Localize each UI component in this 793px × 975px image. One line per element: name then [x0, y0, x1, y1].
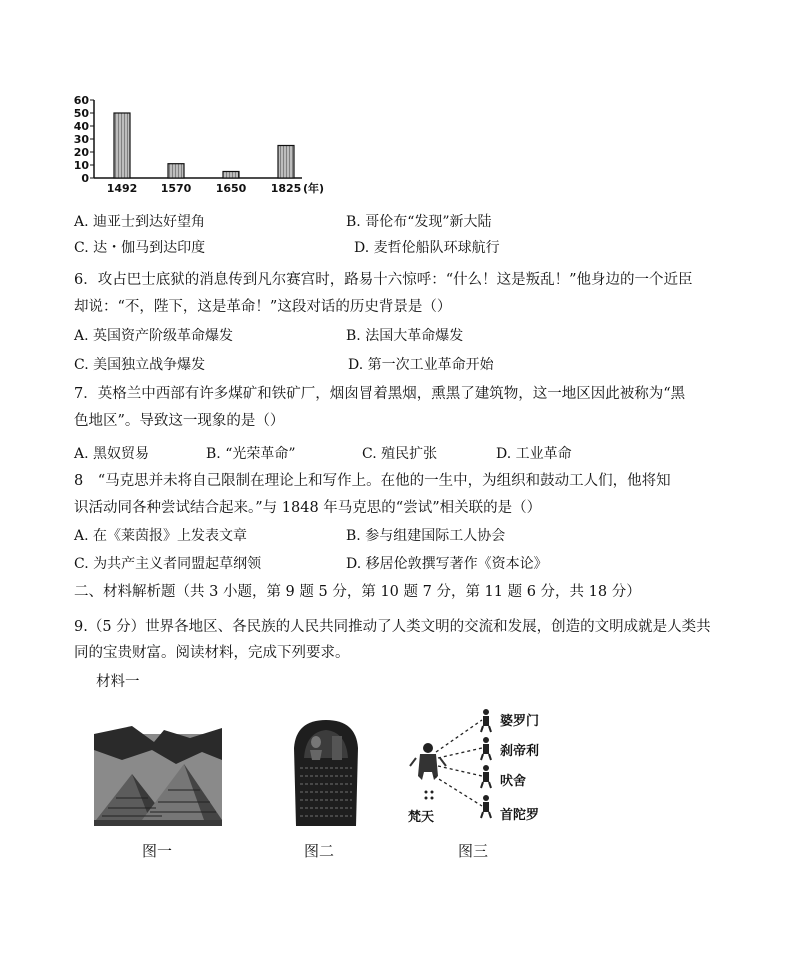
- q7-option-d: D. 工业革命: [496, 446, 572, 462]
- connector-lines: [434, 720, 482, 806]
- brahma-label: 梵天: [408, 810, 435, 825]
- q6-option-d: D. 第一次工业革命开始: [348, 357, 494, 373]
- q8-stem-line1: 8 “马克思并未将自己限制在理论上和写作上。在他的一生中，为组织和鼓动工人们，他将知: [74, 473, 671, 489]
- q5-option-b: B. 哥伦布“发现”新大陆: [346, 214, 492, 230]
- y-tick-label: 0: [81, 172, 89, 185]
- q7-stem-line1: 7．英格兰中西部有许多煤矿和铁矿厂，烟囱冒着黑烟，熏黑了建筑物，这一地区因此被称为“黑: [74, 386, 686, 402]
- q6-option-a: A. 英国资产阶级革命爆发: [74, 328, 234, 344]
- y-tick-label: 20: [73, 146, 89, 159]
- q8-stem-line2: 识活动同各种尝试结合起来。”与 1848 年马克思的“尝试”相关联的是（）: [74, 500, 542, 516]
- pyramids-image: [92, 720, 224, 828]
- q7-stem-line2: 色地区”。导致这一现象的是（）: [74, 413, 285, 429]
- q8-option-c: C. 为共产主义者同盟起草纲领: [74, 556, 262, 572]
- y-tick-label: 30: [73, 133, 89, 146]
- q6-option-b: B. 法国大革命爆发: [346, 328, 464, 344]
- y-tick-label: 50: [73, 107, 89, 120]
- x-tick-label: 1492: [106, 182, 138, 194]
- bar-1570: [168, 164, 184, 178]
- q6-option-c: C. 美国独立战争爆发: [74, 357, 206, 373]
- q8-option-d: D. 移居伦敦撰写著作《资本论》: [346, 556, 548, 572]
- caste-label-kshatriya: 刹帝利: [500, 744, 540, 759]
- q5-option-d: D. 麦哲伦船队环球航行: [354, 240, 500, 256]
- bar-1825: [278, 146, 294, 179]
- fig2-caption: 图二: [304, 842, 335, 860]
- material-label: 材料一: [96, 674, 140, 690]
- q9-stem-line2: 同的宝贵财富。阅读材料，完成下列要求。: [74, 645, 350, 661]
- q8-option-b: B. 参与组建国际工人协会: [346, 528, 506, 544]
- section2-heading: 二、材料解析题（共 3 小题，第 9 题 5 分，第 10 题 7 分，第 11 题 6 分，共 18 分）: [74, 584, 641, 600]
- q9-stem-line1: 9.（5 分）世界各地区、各民族的人民共同推动了人类文明的交流和发展，创造的文明成就是人类共: [74, 619, 711, 635]
- caste-label-brahmin: 婆罗门: [500, 714, 540, 729]
- brahma-figure-icon: [410, 743, 446, 800]
- x-tick-label: 1650: [215, 182, 247, 194]
- fig3-caption: 图三: [458, 842, 489, 860]
- q8-option-a: A. 在《莱茵报》上发表文章: [74, 528, 248, 544]
- q7-option-b: B. “光荣革命”: [206, 446, 296, 462]
- x-tick-label: 1825: [270, 182, 302, 194]
- caste-label-shudra: 首陀罗: [500, 808, 540, 823]
- q7-option-a: A. 黑奴贸易: [74, 446, 150, 462]
- x-tick-label: 1570: [160, 182, 192, 194]
- q5-option-c: C. 达・伽马到达印度: [74, 240, 206, 256]
- caste-label-vaishya: 吠舍: [500, 774, 527, 789]
- caste-diagram: [404, 706, 554, 832]
- caste-figure-icons: [481, 709, 491, 818]
- bar-1650: [223, 172, 239, 179]
- q6-stem-line1: 6．攻占巴士底狱的消息传到凡尔赛宫时，路易十六惊呼：“什么！这是叛乱！”他身边的一个近臣: [74, 272, 693, 288]
- fig1-caption: 图一: [142, 842, 173, 860]
- stele-image: [290, 718, 362, 828]
- q6-stem-line2: 却说：“不，陛下，这是革命！”这段对话的历史背景是（）: [74, 299, 452, 315]
- x-unit-label: (年): [303, 182, 325, 194]
- y-tick-label: 60: [73, 94, 89, 107]
- q7-option-c: C. 殖民扩张: [362, 446, 438, 462]
- y-tick-label: 40: [73, 120, 89, 133]
- bar-chart: [70, 94, 350, 194]
- y-tick-label: 10: [73, 159, 89, 172]
- bar-1492: [114, 113, 130, 178]
- q5-option-a: A. 迪亚士到达好望角: [74, 214, 206, 230]
